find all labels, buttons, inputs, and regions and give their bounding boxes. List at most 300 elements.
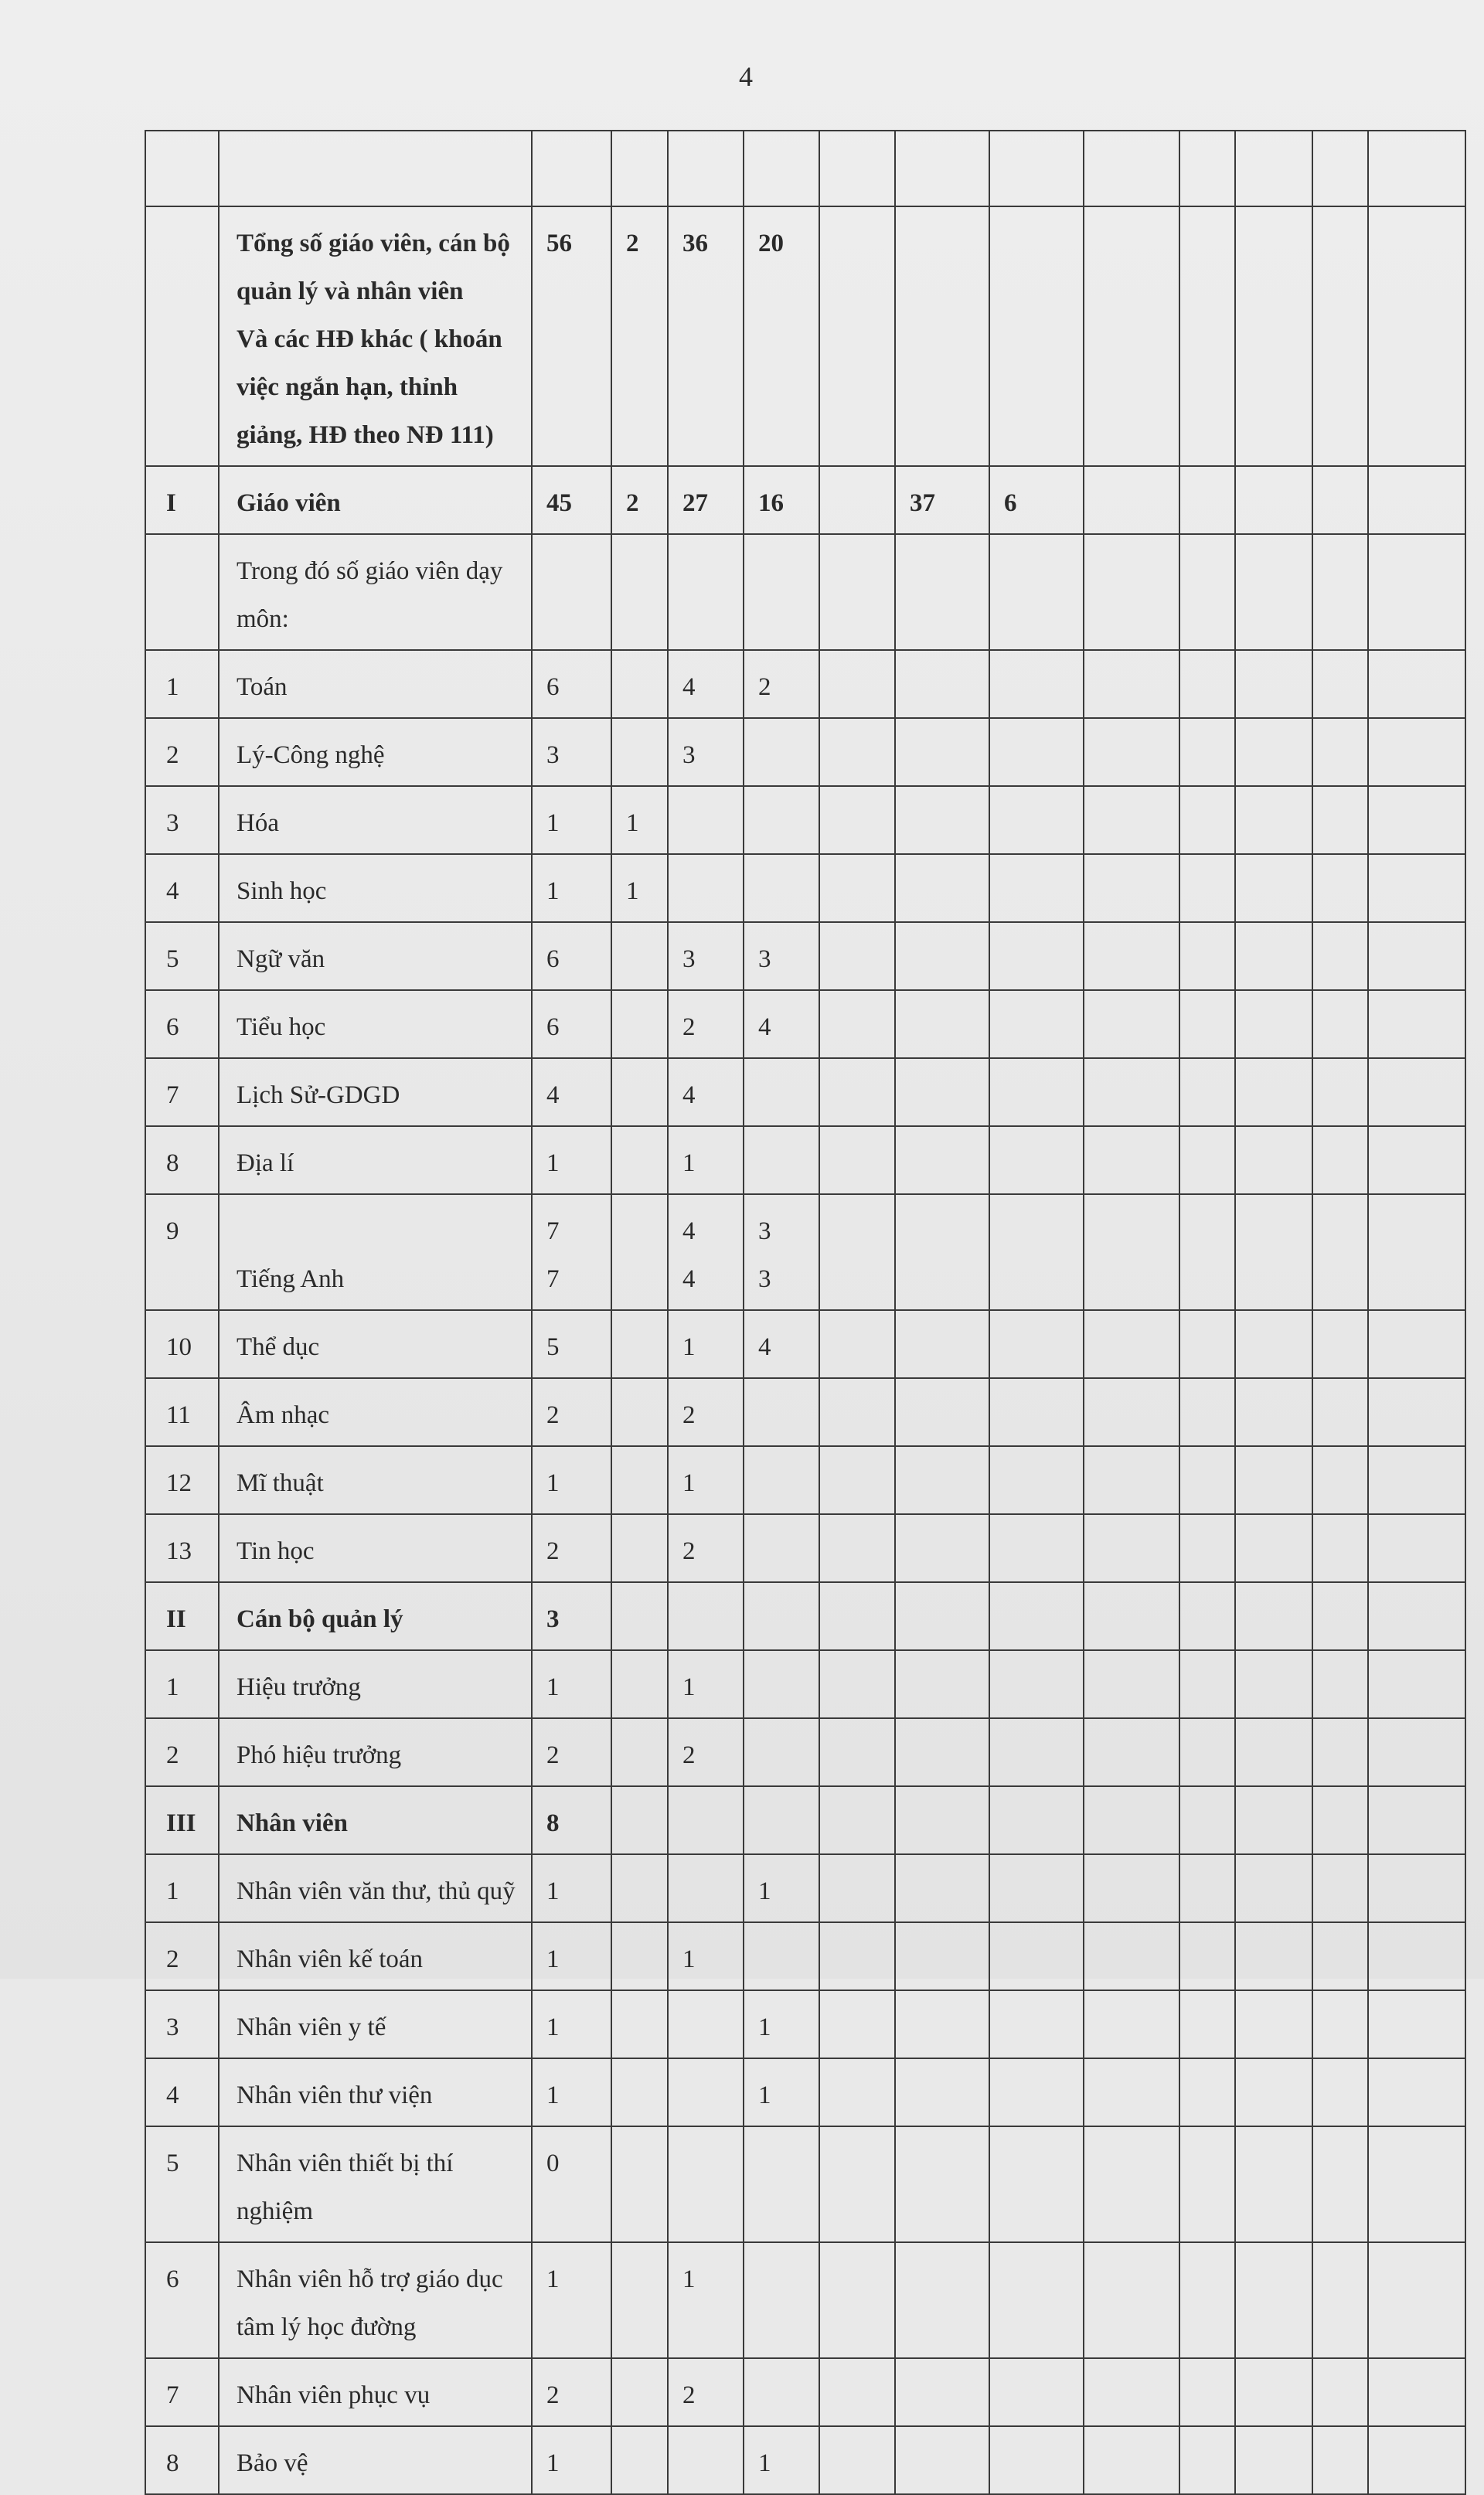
cell-empty — [1368, 1058, 1465, 1126]
cell-name-line: Nhân viên thiết bị thí — [237, 2150, 454, 2177]
cell-col-2 — [611, 2242, 668, 2358]
cell-col-5 — [819, 2242, 895, 2358]
cell-name-line: môn: — [237, 605, 289, 633]
cell-col-1: 1 — [532, 786, 611, 854]
cell-name: Tiểu học — [219, 990, 532, 1058]
cell-stt — [145, 206, 219, 466]
cell-col-3: 2 — [668, 1718, 744, 1786]
cell-empty — [1368, 990, 1465, 1058]
cell-stt: 1 — [145, 650, 219, 718]
cell-col-2 — [611, 1990, 668, 2058]
cell-col-2: 2 — [611, 206, 668, 466]
cell-empty — [1312, 2242, 1368, 2358]
cell-empty — [1084, 206, 1179, 466]
table-row — [145, 1378, 1465, 1446]
table-body — [145, 131, 1465, 2494]
cell-empty — [1084, 534, 1179, 650]
cell-empty — [1235, 1786, 1312, 1854]
cell-empty — [1179, 1194, 1235, 1310]
cell-name-line: Tổng số giáo viên, cán bộ — [237, 230, 510, 257]
cell-col-3: 3 — [668, 718, 744, 786]
cell-name: Nhân viên y tế — [219, 1990, 532, 2058]
cell-empty — [1235, 1446, 1312, 1514]
table-row — [145, 650, 1465, 718]
cell-col-1: 2 — [532, 2358, 611, 2426]
cell-col-6 — [895, 1786, 989, 1854]
cell-empty — [1368, 1922, 1465, 1990]
cell-empty — [1235, 1582, 1312, 1650]
cell-name — [219, 131, 532, 206]
cell-empty — [1084, 1922, 1179, 1990]
cell-name: Hóa — [219, 786, 532, 854]
cell-value-line: 4 — [682, 1217, 696, 1245]
cell-stt: 2 — [145, 718, 219, 786]
cell-name-line — [237, 1207, 523, 1255]
cell-empty — [1312, 1194, 1368, 1310]
cell-empty — [1084, 1990, 1179, 2058]
cell-col-4: 20 — [744, 206, 819, 466]
cell-empty — [1235, 1718, 1312, 1786]
staff-table — [145, 130, 1466, 2495]
cell-col-2 — [611, 1378, 668, 1446]
cell-name: Nhân viên văn thư, thủ quỹ — [219, 1854, 532, 1922]
cell-col-4 — [744, 2126, 819, 2242]
cell-col-5 — [819, 1310, 895, 1378]
cell-col-5 — [819, 1990, 895, 2058]
cell-col-1: 1 — [532, 1990, 611, 2058]
cell-empty — [1084, 922, 1179, 990]
cell-empty — [1368, 786, 1465, 854]
cell-name: Âm nhạc — [219, 1378, 532, 1446]
cell-col-6 — [895, 1126, 989, 1194]
cell-col-7 — [989, 1786, 1084, 1854]
table-row — [145, 1922, 1465, 1990]
cell-empty — [1179, 2126, 1235, 2242]
cell-name: Nhân viên phục vụ — [219, 2358, 532, 2426]
cell-col-1: 6 — [532, 922, 611, 990]
cell-stt: 6 — [145, 990, 219, 1058]
cell-empty — [1368, 1854, 1465, 1922]
table-row — [145, 466, 1465, 534]
cell-col-6 — [895, 131, 989, 206]
cell-col-4 — [744, 1650, 819, 1718]
cell-empty — [1312, 206, 1368, 466]
cell-empty — [1368, 1718, 1465, 1786]
cell-empty — [1368, 2358, 1465, 2426]
cell-empty — [1179, 1126, 1235, 1194]
cell-empty — [1312, 1990, 1368, 2058]
cell-col-1: 2 — [532, 1514, 611, 1582]
cell-empty — [1179, 534, 1235, 650]
cell-empty — [1084, 718, 1179, 786]
cell-col-7 — [989, 650, 1084, 718]
cell-empty — [1312, 1650, 1368, 1718]
cell-col-2 — [611, 1126, 668, 1194]
cell-col-2 — [611, 131, 668, 206]
cell-empty — [1312, 131, 1368, 206]
cell-col-5 — [819, 2126, 895, 2242]
cell-empty — [1235, 1058, 1312, 1126]
cell-empty — [1084, 1310, 1179, 1378]
cell-col-1: 1 — [532, 1650, 611, 1718]
cell-stt: 13 — [145, 1514, 219, 1582]
cell-empty — [1179, 1378, 1235, 1446]
cell-empty — [1084, 1194, 1179, 1310]
cell-value-line: 7 — [546, 1217, 560, 1245]
cell-empty — [1235, 1378, 1312, 1446]
table-row — [145, 990, 1465, 1058]
cell-empty — [1179, 1922, 1235, 1990]
cell-empty — [1312, 1514, 1368, 1582]
cell-empty — [1235, 650, 1312, 718]
cell-col-7 — [989, 1058, 1084, 1126]
cell-empty — [1235, 1922, 1312, 1990]
cell-empty — [1179, 1310, 1235, 1378]
cell-empty — [1179, 1582, 1235, 1650]
cell-col-6 — [895, 1194, 989, 1310]
cell-col-7 — [989, 1446, 1084, 1514]
cell-col-3: 1 — [668, 1446, 744, 1514]
cell-col-5 — [819, 650, 895, 718]
cell-empty — [1084, 1446, 1179, 1514]
cell-col-2 — [611, 1194, 668, 1310]
cell-col-2: 1 — [611, 854, 668, 922]
cell-col-5 — [819, 786, 895, 854]
cell-empty — [1312, 1310, 1368, 1378]
table-row — [145, 1126, 1465, 1194]
cell-empty — [1368, 1310, 1465, 1378]
cell-col-7 — [989, 854, 1084, 922]
cell-empty — [1312, 534, 1368, 650]
cell-col-5 — [819, 1058, 895, 1126]
cell-col-2 — [611, 1650, 668, 1718]
cell-col-4 — [744, 1058, 819, 1126]
cell-empty — [1235, 718, 1312, 786]
cell-col-5 — [819, 1786, 895, 1854]
cell-empty — [1235, 1990, 1312, 2058]
cell-empty — [1235, 854, 1312, 922]
cell-col-4 — [744, 1126, 819, 1194]
cell-col-1: 2 — [532, 1378, 611, 1446]
cell-name: Hiệu trưởng — [219, 1650, 532, 1718]
cell-col-1: 1 — [532, 854, 611, 922]
cell-empty — [1368, 1650, 1465, 1718]
cell-empty — [1084, 131, 1179, 206]
cell-col-4 — [744, 2242, 819, 2358]
cell-col-3: 3 — [668, 922, 744, 990]
cell-col-3: 1 — [668, 1126, 744, 1194]
cell-name — [219, 206, 532, 466]
cell-col-4: 1 — [744, 2426, 819, 2494]
cell-name: Cán bộ quản lý — [219, 1582, 532, 1650]
cell-col-3 — [668, 786, 744, 854]
cell-col-6 — [895, 2126, 989, 2242]
cell-col-1: 1 — [532, 1446, 611, 1514]
cell-col-7 — [989, 1990, 1084, 2058]
cell-col-2 — [611, 990, 668, 1058]
cell-empty — [1084, 1126, 1179, 1194]
cell-col-3 — [668, 1854, 744, 1922]
cell-empty — [1235, 1126, 1312, 1194]
cell-empty — [1368, 922, 1465, 990]
cell-empty — [1084, 990, 1179, 1058]
cell-col-7 — [989, 1310, 1084, 1378]
table-row — [145, 1990, 1465, 2058]
cell-col-7 — [989, 206, 1084, 466]
cell-name: Bảo vệ — [219, 2426, 532, 2494]
cell-empty — [1368, 2058, 1465, 2126]
cell-col-7 — [989, 534, 1084, 650]
cell-col-1: 45 — [532, 466, 611, 534]
cell-col-3: 27 — [668, 466, 744, 534]
cell-name: Phó hiệu trưởng — [219, 1718, 532, 1786]
cell-empty — [1312, 1446, 1368, 1514]
cell-name — [219, 2126, 532, 2242]
cell-col-6 — [895, 854, 989, 922]
cell-col-6 — [895, 1922, 989, 1990]
cell-empty — [1179, 922, 1235, 990]
cell-col-2 — [611, 1058, 668, 1126]
cell-col-2 — [611, 1582, 668, 1650]
cell-col-4 — [744, 1378, 819, 1446]
cell-col-6 — [895, 1582, 989, 1650]
cell-empty — [1368, 854, 1465, 922]
cell-empty — [1179, 1058, 1235, 1126]
cell-col-4: 2 — [744, 650, 819, 718]
cell-col-2 — [611, 2126, 668, 2242]
cell-col-2 — [611, 534, 668, 650]
cell-empty — [1179, 1786, 1235, 1854]
cell-col-3: 1 — [668, 1650, 744, 1718]
cell-col-6 — [895, 2242, 989, 2358]
cell-col-4: 1 — [744, 1990, 819, 2058]
cell-empty — [1368, 1514, 1465, 1582]
cell-col-5 — [819, 1582, 895, 1650]
cell-stt: 5 — [145, 922, 219, 990]
cell-value-line: 7 — [546, 1265, 560, 1293]
cell-col-7: 6 — [989, 466, 1084, 534]
cell-col-5 — [819, 534, 895, 650]
cell-col-7 — [989, 2426, 1084, 2494]
cell-empty — [1235, 206, 1312, 466]
cell-empty — [1368, 1446, 1465, 1514]
cell-col-7 — [989, 718, 1084, 786]
cell-col-6 — [895, 1310, 989, 1378]
cell-col-6 — [895, 786, 989, 854]
cell-name: Sinh học — [219, 854, 532, 922]
cell-empty — [1084, 2426, 1179, 2494]
cell-col-4 — [744, 786, 819, 854]
cell-empty — [1368, 1990, 1465, 2058]
cell-empty — [1368, 131, 1465, 206]
cell-stt: 10 — [145, 1310, 219, 1378]
cell-empty — [1312, 718, 1368, 786]
cell-col-2 — [611, 650, 668, 718]
cell-col-6 — [895, 650, 989, 718]
cell-col-5 — [819, 1126, 895, 1194]
cell-col-4: 1 — [744, 1854, 819, 1922]
cell-empty — [1235, 1650, 1312, 1718]
table-row — [145, 718, 1465, 786]
cell-col-7 — [989, 1582, 1084, 1650]
cell-col-1: 1 — [532, 1922, 611, 1990]
table-row — [145, 1854, 1465, 1922]
cell-col-6 — [895, 1446, 989, 1514]
cell-col-2 — [611, 1446, 668, 1514]
cell-empty — [1312, 1786, 1368, 1854]
cell-empty — [1179, 1514, 1235, 1582]
cell-col-6 — [895, 1378, 989, 1446]
cell-stt: 2 — [145, 1922, 219, 1990]
cell-empty — [1368, 2126, 1465, 2242]
cell-col-3 — [668, 2126, 744, 2242]
cell-col-5 — [819, 1446, 895, 1514]
cell-col-2 — [611, 1854, 668, 1922]
cell-empty — [1235, 2242, 1312, 2358]
cell-col-5 — [819, 1854, 895, 1922]
table-row — [145, 1786, 1465, 1854]
cell-empty — [1235, 2058, 1312, 2126]
page-number: 4 — [739, 61, 753, 92]
cell-col-3 — [668, 1582, 744, 1650]
cell-col-1: 1 — [532, 1126, 611, 1194]
cell-empty — [1179, 2242, 1235, 2358]
cell-stt: 3 — [145, 786, 219, 854]
cell-empty — [1312, 922, 1368, 990]
cell-empty — [1084, 1514, 1179, 1582]
cell-stt: 9 — [145, 1194, 219, 1310]
cell-col-6 — [895, 1058, 989, 1126]
cell-stt: 12 — [145, 1446, 219, 1514]
cell-col-7 — [989, 1194, 1084, 1310]
cell-stt: 1 — [145, 1650, 219, 1718]
table-row — [145, 1310, 1465, 1378]
cell-empty — [1235, 990, 1312, 1058]
cell-col-6 — [895, 2058, 989, 2126]
cell-col-7 — [989, 1854, 1084, 1922]
cell-empty — [1179, 786, 1235, 854]
cell-col-3 — [668, 131, 744, 206]
cell-empty — [1179, 1990, 1235, 2058]
cell-name — [219, 1194, 532, 1310]
cell-col-6 — [895, 2426, 989, 2494]
cell-col-4 — [744, 1786, 819, 1854]
cell-empty — [1312, 990, 1368, 1058]
cell-col-4 — [744, 1446, 819, 1514]
cell-empty — [1312, 1378, 1368, 1446]
cell-col-7 — [989, 1126, 1084, 1194]
table-row — [145, 922, 1465, 990]
cell-col-3 — [668, 1990, 744, 2058]
cell-empty — [1179, 854, 1235, 922]
cell-empty — [1084, 1718, 1179, 1786]
table-row — [145, 206, 1465, 466]
cell-name: Địa lí — [219, 1126, 532, 1194]
cell-stt: III — [145, 1786, 219, 1854]
cell-empty — [1084, 854, 1179, 922]
cell-empty — [1312, 1126, 1368, 1194]
cell-col-1 — [532, 131, 611, 206]
cell-col-7 — [989, 131, 1084, 206]
cell-empty — [1235, 2358, 1312, 2426]
cell-col-3: 1 — [668, 1922, 744, 1990]
cell-stt: 5 — [145, 2126, 219, 2242]
cell-stt: I — [145, 466, 219, 534]
cell-col-4 — [744, 854, 819, 922]
cell-col-2 — [611, 1922, 668, 1990]
cell-empty — [1084, 1650, 1179, 1718]
cell-col-3: 2 — [668, 990, 744, 1058]
cell-col-7 — [989, 2358, 1084, 2426]
cell-col-7 — [989, 1718, 1084, 1786]
cell-empty — [1312, 2126, 1368, 2242]
cell-col-1: 3 — [532, 1582, 611, 1650]
cell-empty — [1179, 466, 1235, 534]
cell-col-1: 1 — [532, 2242, 611, 2358]
cell-col-3 — [668, 854, 744, 922]
cell-col-6 — [895, 922, 989, 990]
cell-empty — [1179, 718, 1235, 786]
table-row — [145, 1718, 1465, 1786]
cell-name: Ngữ văn — [219, 922, 532, 990]
cell-col-5 — [819, 466, 895, 534]
cell-col-3: 2 — [668, 2358, 744, 2426]
cell-name-line: Trong đó số giáo viên dạy — [237, 557, 503, 585]
cell-stt: 8 — [145, 2426, 219, 2494]
cell-stt — [145, 131, 219, 206]
cell-col-1 — [532, 1194, 611, 1310]
cell-col-3 — [668, 2058, 744, 2126]
cell-empty — [1312, 1582, 1368, 1650]
cell-col-2 — [611, 2358, 668, 2426]
cell-col-4 — [744, 718, 819, 786]
cell-stt: 2 — [145, 1718, 219, 1786]
cell-value-line: 3 — [758, 1217, 771, 1245]
cell-name: Mĩ thuật — [219, 1446, 532, 1514]
cell-empty — [1084, 1378, 1179, 1446]
cell-stt: 7 — [145, 1058, 219, 1126]
cell-col-6: 37 — [895, 466, 989, 534]
cell-empty — [1084, 2058, 1179, 2126]
cell-col-5 — [819, 1718, 895, 1786]
cell-empty — [1368, 650, 1465, 718]
cell-col-6 — [895, 2358, 989, 2426]
table-row — [145, 1582, 1465, 1650]
cell-empty — [1368, 1126, 1465, 1194]
table-row — [145, 2058, 1465, 2126]
cell-empty — [1368, 1582, 1465, 1650]
cell-stt: 4 — [145, 2058, 219, 2126]
cell-col-5 — [819, 1194, 895, 1310]
cell-empty — [1179, 1446, 1235, 1514]
cell-empty — [1368, 1194, 1465, 1310]
cell-empty — [1084, 1786, 1179, 1854]
cell-col-6 — [895, 1718, 989, 1786]
cell-empty — [1235, 922, 1312, 990]
cell-col-7 — [989, 2058, 1084, 2126]
cell-col-7 — [989, 786, 1084, 854]
table-row — [145, 534, 1465, 650]
cell-name — [219, 2242, 532, 2358]
table-row — [145, 2126, 1465, 2242]
table-row — [145, 131, 1465, 206]
cell-col-4 — [744, 1514, 819, 1582]
cell-col-1: 5 — [532, 1310, 611, 1378]
cell-col-2 — [611, 1514, 668, 1582]
cell-col-5 — [819, 1650, 895, 1718]
cell-col-1: 4 — [532, 1058, 611, 1126]
cell-col-1: 1 — [532, 2058, 611, 2126]
